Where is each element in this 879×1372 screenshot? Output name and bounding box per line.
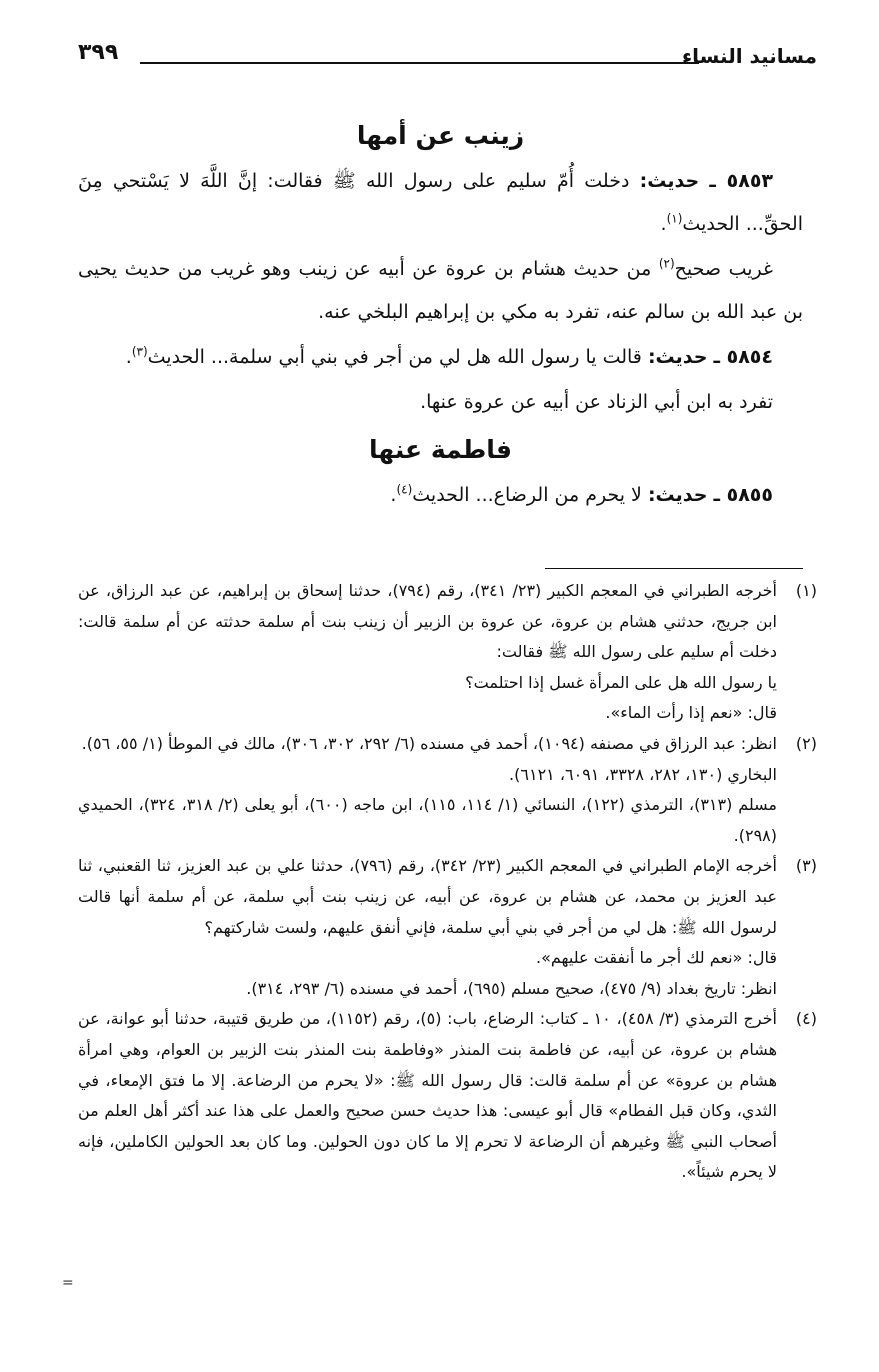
header-rule xyxy=(140,62,699,64)
hadith-label: حديث: xyxy=(647,484,708,506)
page-number: ٣٩٩ xyxy=(78,40,119,65)
footnote-ref-4[interactable]: (٤) xyxy=(396,482,413,497)
hadith-text: دخلت أُمّ سليم على رسول الله ﷺ فقالت: إنَّ اللَّهَ لا يَسْتحي مِنَ الحقِّ... الحديث xyxy=(78,170,803,235)
footnote-mark: (١) xyxy=(795,581,817,600)
hadith-5855 xyxy=(78,474,803,517)
footnote-ref-2[interactable]: (٢) xyxy=(658,256,675,271)
hadith-label: حديث: xyxy=(639,170,700,192)
commentary-2: تفرد به ابن أبي الزناد عن أبيه عن عروة عنها. xyxy=(420,391,773,413)
hadith-end: . xyxy=(390,484,397,506)
hadith-text: قالت يا رسول الله هل لي من أجر في بني أبي سلمة... الحديث xyxy=(147,346,642,368)
hadith-text: لا يحرم من الرضاع... الحديث xyxy=(412,484,642,506)
running-header xyxy=(78,40,817,80)
footnote-mark: (٢) xyxy=(795,733,817,753)
running-title: مسانيد النساء xyxy=(681,44,817,68)
commentary-1 xyxy=(78,248,803,334)
hadith-number: ٥٨٥٤ ـ xyxy=(713,346,773,368)
footnote-separator xyxy=(545,568,803,569)
footnote-para: قال: «نعم لك أجر ما أنفقت عليهم». xyxy=(536,948,777,968)
footnote-para: البخاري (١٣٠، ٢٨٢، ٣٣٢٨، ٦٠٩١، ٦١٢١). xyxy=(509,764,777,784)
section-heading-zaynab: زينب عن أمها xyxy=(356,121,525,150)
hadith-end: . xyxy=(660,213,667,235)
footnote-para: قال: «نعم إذا رأت الماء». xyxy=(605,703,777,723)
margin-mark: = xyxy=(62,1275,74,1291)
footnote-ref-1[interactable]: (١) xyxy=(666,211,683,226)
footnotes xyxy=(78,576,817,1188)
commentary-text-a: غريب صحيح xyxy=(674,258,773,280)
commentary-text-b: من حديث هشام بن عروة عن أبيه عن زينب وهو غريب من حديث يحيى بن عبد الله بن سالم عنه، تفرد به مكي بن إبراهيم البلخي عنه. xyxy=(78,258,803,323)
footnote-3 xyxy=(78,851,817,1004)
hadith-label: حديث: xyxy=(647,346,708,368)
hadith-5854 xyxy=(78,336,803,379)
footnote-para: انظر: تاريخ بغداد (٩/ ٤٧٥)، صحيح مسلم (٦٩٥)، أحمد في مسنده (٦/ ٢٩٣، ٣١٤). xyxy=(246,978,777,998)
footnote-ref-3[interactable]: (٣) xyxy=(131,344,148,359)
footnote-2 xyxy=(78,729,817,851)
footnote-para: أخرج الترمذي (٣/ ٤٥٨)، ١٠ ـ كتاب: الرضاع، باب: (٥)، رقم (١١٥٢)، من طريق قتيبة، حدثنا أبو عوانة، عن هشام بن عروة، عن أبيه، عن فاطمة بنت المنذر «وفاطمة بنت المنذر بنت الزبير بن العوام، وهي امرأة هشام بن عروة» عن أم سلمة قالت: قال رسول الله ﷺ: «لا يحرم من الرضاعة. إلا ما فتق الإمعاء، في الثدي، وكان قبل الفطام» قال أبو عيسى: هذا حديث حسن صحيح والعمل على هذا عند أكثر أهل العلم من أصحاب النبي ﷺ وغيرهم أن الرضاعة لا تحرم إلا ما كان دون الحولين. وما كان بعد الحولين الكاملين، فإنه لا يحرم شيئاً». xyxy=(78,1009,777,1182)
section-heading-fatima: فاطمة عنها xyxy=(368,435,513,464)
footnote-mark: (٣) xyxy=(795,856,817,876)
footnote-para: مسلم (٣١٣)، الترمذي (١٢٢)، النسائي (١/ ١١٤، ١١٥)، ابن ماجه (٦٠٠)، أبو يعلى (٢/ ٣١٨، ٣٢٤)، الحميدي (٢٩٨). xyxy=(78,795,777,845)
footnote-para: أخرجه الإمام الطبراني في المعجم الكبير (٢٣/ ٣٤٢)، رقم (٧٩٦)، حدثنا علي بن عبد العزيز، ثنا القعنبي، ثنا عبد العزيز بن محمد، عن هشام بن عروة، عن أبيه، عن زينب بنت أبي سلمة، عن أم سلمة أنها قالت لرسول الله ﷺ: هل لي من أجر في بني أبي سلمة، فإني أنفق عليهم، ولست شاركتهم؟ xyxy=(78,856,778,937)
main-text xyxy=(78,112,803,519)
hadith-5853 xyxy=(78,160,803,246)
footnote-para: يا رسول الله هل على المرأة غسل إذا احتلمت؟ xyxy=(465,672,777,692)
footnote-4 xyxy=(78,1004,817,1188)
hadith-number: ٥٨٥٥ ـ xyxy=(713,484,773,506)
hadith-number: ٥٨٥٣ ـ xyxy=(709,170,774,192)
footnote-mark: (٤) xyxy=(795,1009,817,1029)
footnote-1 xyxy=(78,576,817,729)
hadith-end: . xyxy=(125,346,132,368)
footnote-para: أخرجه الطبراني في المعجم الكبير (٢٣/ ٣٤١)، رقم (٧٩٤)، حدثنا إسحاق بن إبراهيم، عن عبد الرزاق، عن ابن جريج، حدثني هشام بن عروة، عن عروة بن الزبير أن زينب بنت أم سلمة حدثته عن أم سلمة قالت: دخلت أم سليم على رسول الله ﷺ فقالت: xyxy=(78,581,777,662)
footnote-para: انظر: عبد الرزاق في مصنفه (١٠٩٤)، أحمد في مسنده (٦/ ٢٩٢، ٣٠٢، ٣٠٦)، مالك في الموطأ (١/ ٥٥، ٥٦). xyxy=(81,733,777,753)
